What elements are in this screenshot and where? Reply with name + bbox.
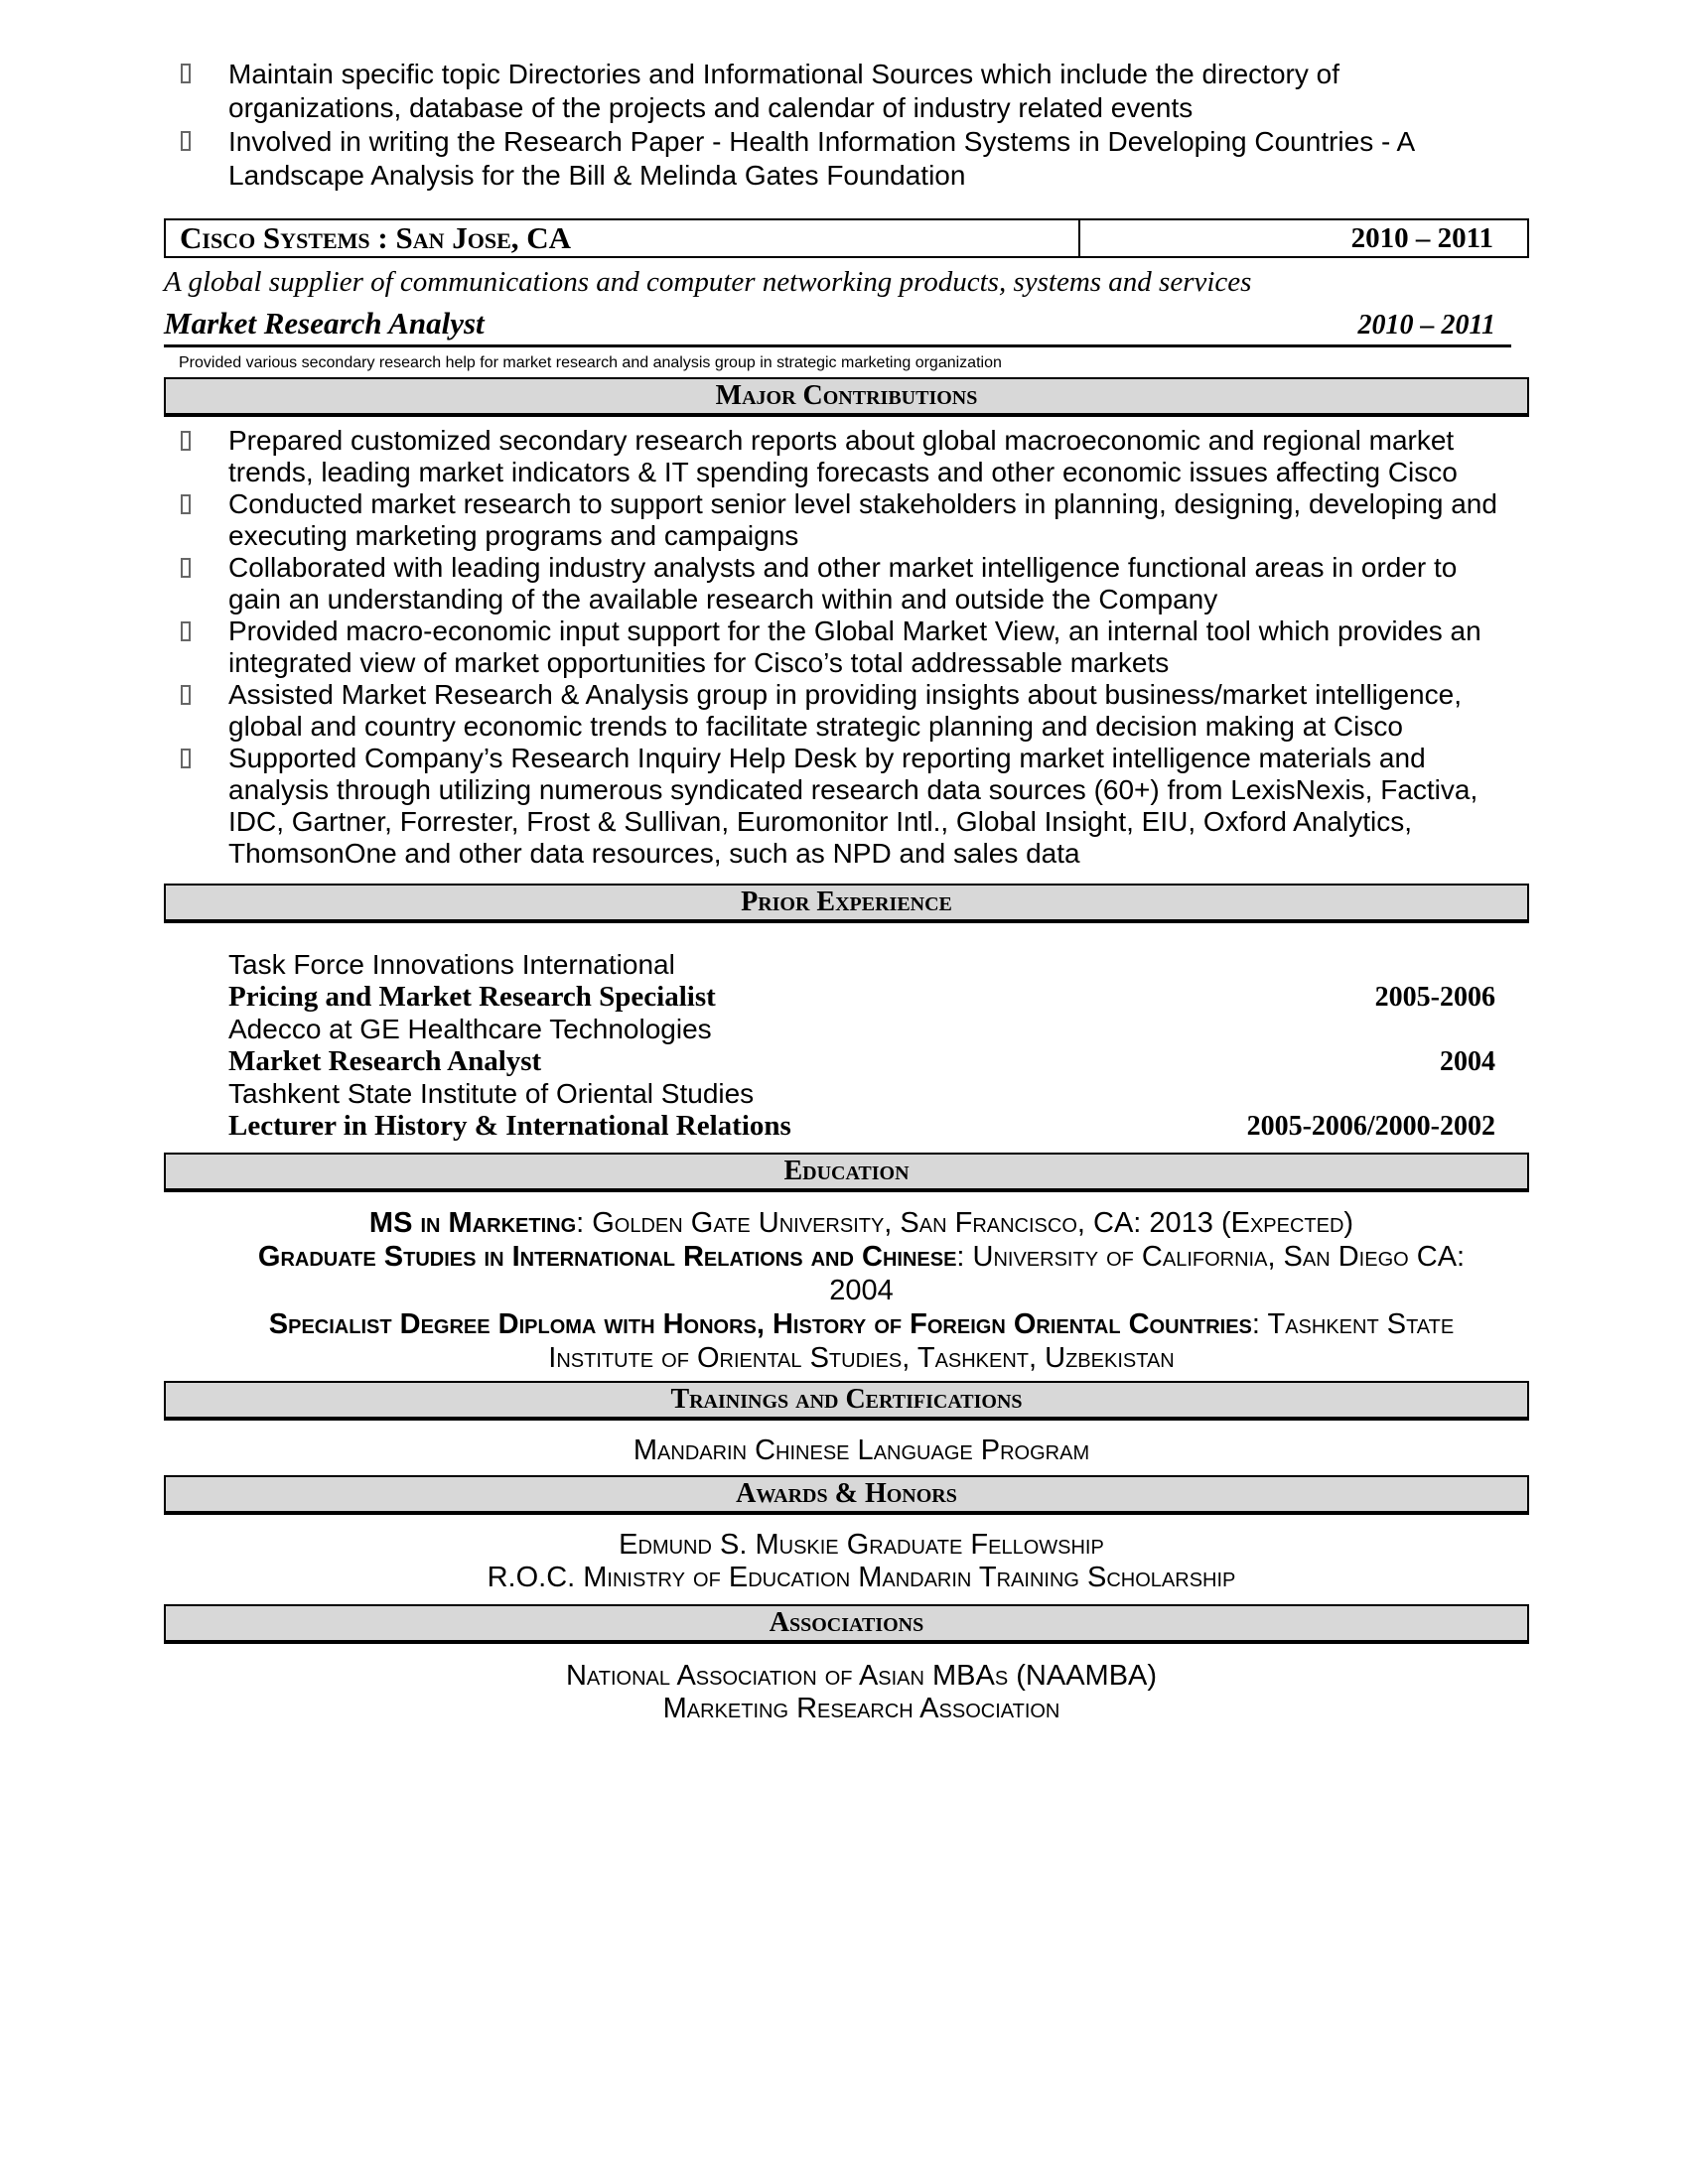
section-heading: Associations — [769, 1607, 924, 1638]
education-entry — [228, 1206, 1494, 1240]
prior-entry-org: Tashkent State Institute of Oriental Studies — [228, 1078, 755, 1109]
bullet-text: Provided macro-economic input support for the Global Market View, an internal tool which provides an integrated view of market opportunities for Cisco’s total addressable markets — [228, 615, 1481, 678]
role-dates: 2010 – 2011 — [1357, 310, 1495, 341]
bullet-text: Prepared customized secondary research reports about global macroeconomic and regional market trends, leading market indicators & IT spending forecasts and other economic issues affecting Cisco — [228, 425, 1458, 487]
role-row — [164, 307, 1529, 341]
square-bullet-icon — [181, 558, 191, 578]
prior-entry-dates: 2005-2006/2000-2002 — [1246, 1111, 1495, 1142]
employer-dates: 2010 – 2011 — [1078, 220, 1527, 256]
education-degree: MS in Marketing — [368, 1207, 577, 1239]
square-bullet-icon — [181, 749, 191, 768]
prior-entry-title: Pricing and Market Research Specialist — [228, 981, 716, 1013]
prior-entry — [228, 1078, 1495, 1143]
education-details: : University of California, San Diego CA: 2004 — [829, 1241, 1466, 1306]
bullet-marker — [164, 58, 228, 125]
square-bullet-icon — [181, 685, 191, 705]
section-banner-trainings — [164, 1381, 1529, 1421]
bullet-marker — [164, 488, 228, 552]
education-details: : Tashkent State Institute of Oriental Studies, Tashkent, Uzbekistan — [548, 1308, 1455, 1374]
section-heading: Trainings and Certifications — [670, 1384, 1023, 1415]
list-item — [164, 58, 1529, 125]
prior-entry-dates: 2004 — [1440, 1046, 1495, 1077]
section-heading: Major Contributions — [715, 380, 978, 411]
prior-entry-title: Lecturer in History & International Relations — [228, 1110, 791, 1142]
section-banner-major-contributions — [164, 377, 1529, 417]
award-item: R.O.C. Ministry of Education Mandarin Training Scholarship — [487, 1562, 1236, 1593]
employer-name: Cisco Systems : San Jose, CA — [180, 220, 572, 255]
employer-header-table — [164, 218, 1529, 258]
section-banner-associations — [164, 1604, 1529, 1644]
prior-entry-org: Task Force Innovations International — [228, 949, 675, 980]
list-item — [164, 743, 1529, 870]
prior-entry-title-row — [228, 1045, 1495, 1078]
prior-entry-dates: 2005-2006 — [1374, 982, 1495, 1013]
section-heading: Awards & Honors — [736, 1478, 957, 1509]
training-item: Mandarin Chinese Language Program — [633, 1434, 1090, 1466]
bullet-text: Collaborated with leading industry analysts and other market intelligence functional areas in order to gain an understanding of the available research within and outside the Company — [228, 552, 1458, 614]
bullet-text: Supported Company’s Research Inquiry Help Desk by reporting market intelligence materials and analysis through utilizing numerous syndicated research data sources (60+) from LexisNexis, Factiva, IDC, Gartner, Forrester, Frost & Sullivan, Euromonitor Intl., Global Insight, EIU, Oxford Analytics, ThomsonOne and other data resources, such as NPD and sales data — [228, 743, 1478, 869]
bullet-marker — [164, 679, 228, 743]
bullet-text: Assisted Market Research & Analysis group in providing insights about business/market intelligence, global and country economic trends to facilitate strategic planning and decision making at Cisco — [228, 679, 1462, 742]
list-item — [164, 425, 1529, 488]
prior-entry — [228, 949, 1495, 1014]
bullet-text: Involved in writing the Research Paper - Health Information Systems in Developing Countries - A Landscape Analysis for the Bill & Melinda Gates Foundation — [228, 126, 1414, 191]
square-bullet-icon — [181, 494, 191, 514]
square-bullet-icon — [181, 621, 191, 641]
bullet-marker — [164, 125, 228, 193]
education-entry — [228, 1307, 1494, 1375]
prior-entry-title-row — [228, 1110, 1495, 1143]
prior-entry — [228, 1014, 1495, 1078]
list-item — [164, 552, 1529, 615]
bullet-text: Conducted market research to support senior level stakeholders in planning, designing, developing and executing marketing programs and campaigns — [228, 488, 1497, 551]
bullet-marker — [164, 425, 228, 488]
contributions-bullet-list — [164, 425, 1529, 870]
association-item: Marketing Research Association — [662, 1693, 1060, 1724]
list-item — [164, 615, 1529, 679]
list-item — [164, 679, 1529, 743]
prior-entry-org: Adecco at GE Healthcare Technologies — [228, 1014, 712, 1044]
square-bullet-icon — [181, 431, 191, 451]
square-bullet-icon — [181, 64, 191, 83]
resume-content — [164, 58, 1529, 1725]
list-item — [164, 125, 1529, 193]
bullet-marker — [164, 552, 228, 615]
association-item: National Association of Asian MBAs (NAAMBA) — [565, 1660, 1158, 1692]
section-banner-prior-experience — [164, 884, 1529, 923]
education-entries — [164, 1206, 1529, 1375]
bullet-marker — [164, 743, 228, 870]
award-item: Edmund S. Muskie Graduate Fellowship — [619, 1529, 1104, 1561]
education-entry — [228, 1240, 1494, 1307]
intro-bullet-list — [164, 58, 1529, 193]
square-bullet-icon — [181, 131, 191, 151]
horizontal-rule — [164, 344, 1511, 347]
employer-tagline: A global supplier of communications and computer networking products, systems and services — [164, 266, 1252, 298]
role-title: Market Research Analyst — [164, 306, 485, 341]
education-degree: Specialist Degree Diploma with Honors, History of Foreign Oriental Countries — [268, 1308, 1252, 1340]
section-banner-awards — [164, 1475, 1529, 1515]
education-degree: Graduate Studies in International Relations and Chinese — [257, 1241, 957, 1273]
section-heading: Prior Experience — [741, 887, 952, 917]
prior-experience-entries — [164, 949, 1529, 1143]
section-banner-education — [164, 1153, 1529, 1192]
education-details: : Golden Gate University, San Francisco, CA: 2013 (Expected) — [576, 1207, 1354, 1239]
section-heading: Education — [783, 1156, 910, 1186]
prior-entry-title: Market Research Analyst — [228, 1045, 542, 1077]
bullet-text: Maintain specific topic Directories and Informational Sources which include the directory of organizations, database of the projects and calendar of industry related events — [228, 59, 1339, 123]
list-item — [164, 488, 1529, 552]
bullet-marker — [164, 615, 228, 679]
role-note: Provided various secondary research help for market research and analysis group in strategic marketing organization — [179, 354, 1002, 371]
prior-entry-title-row — [228, 981, 1495, 1014]
